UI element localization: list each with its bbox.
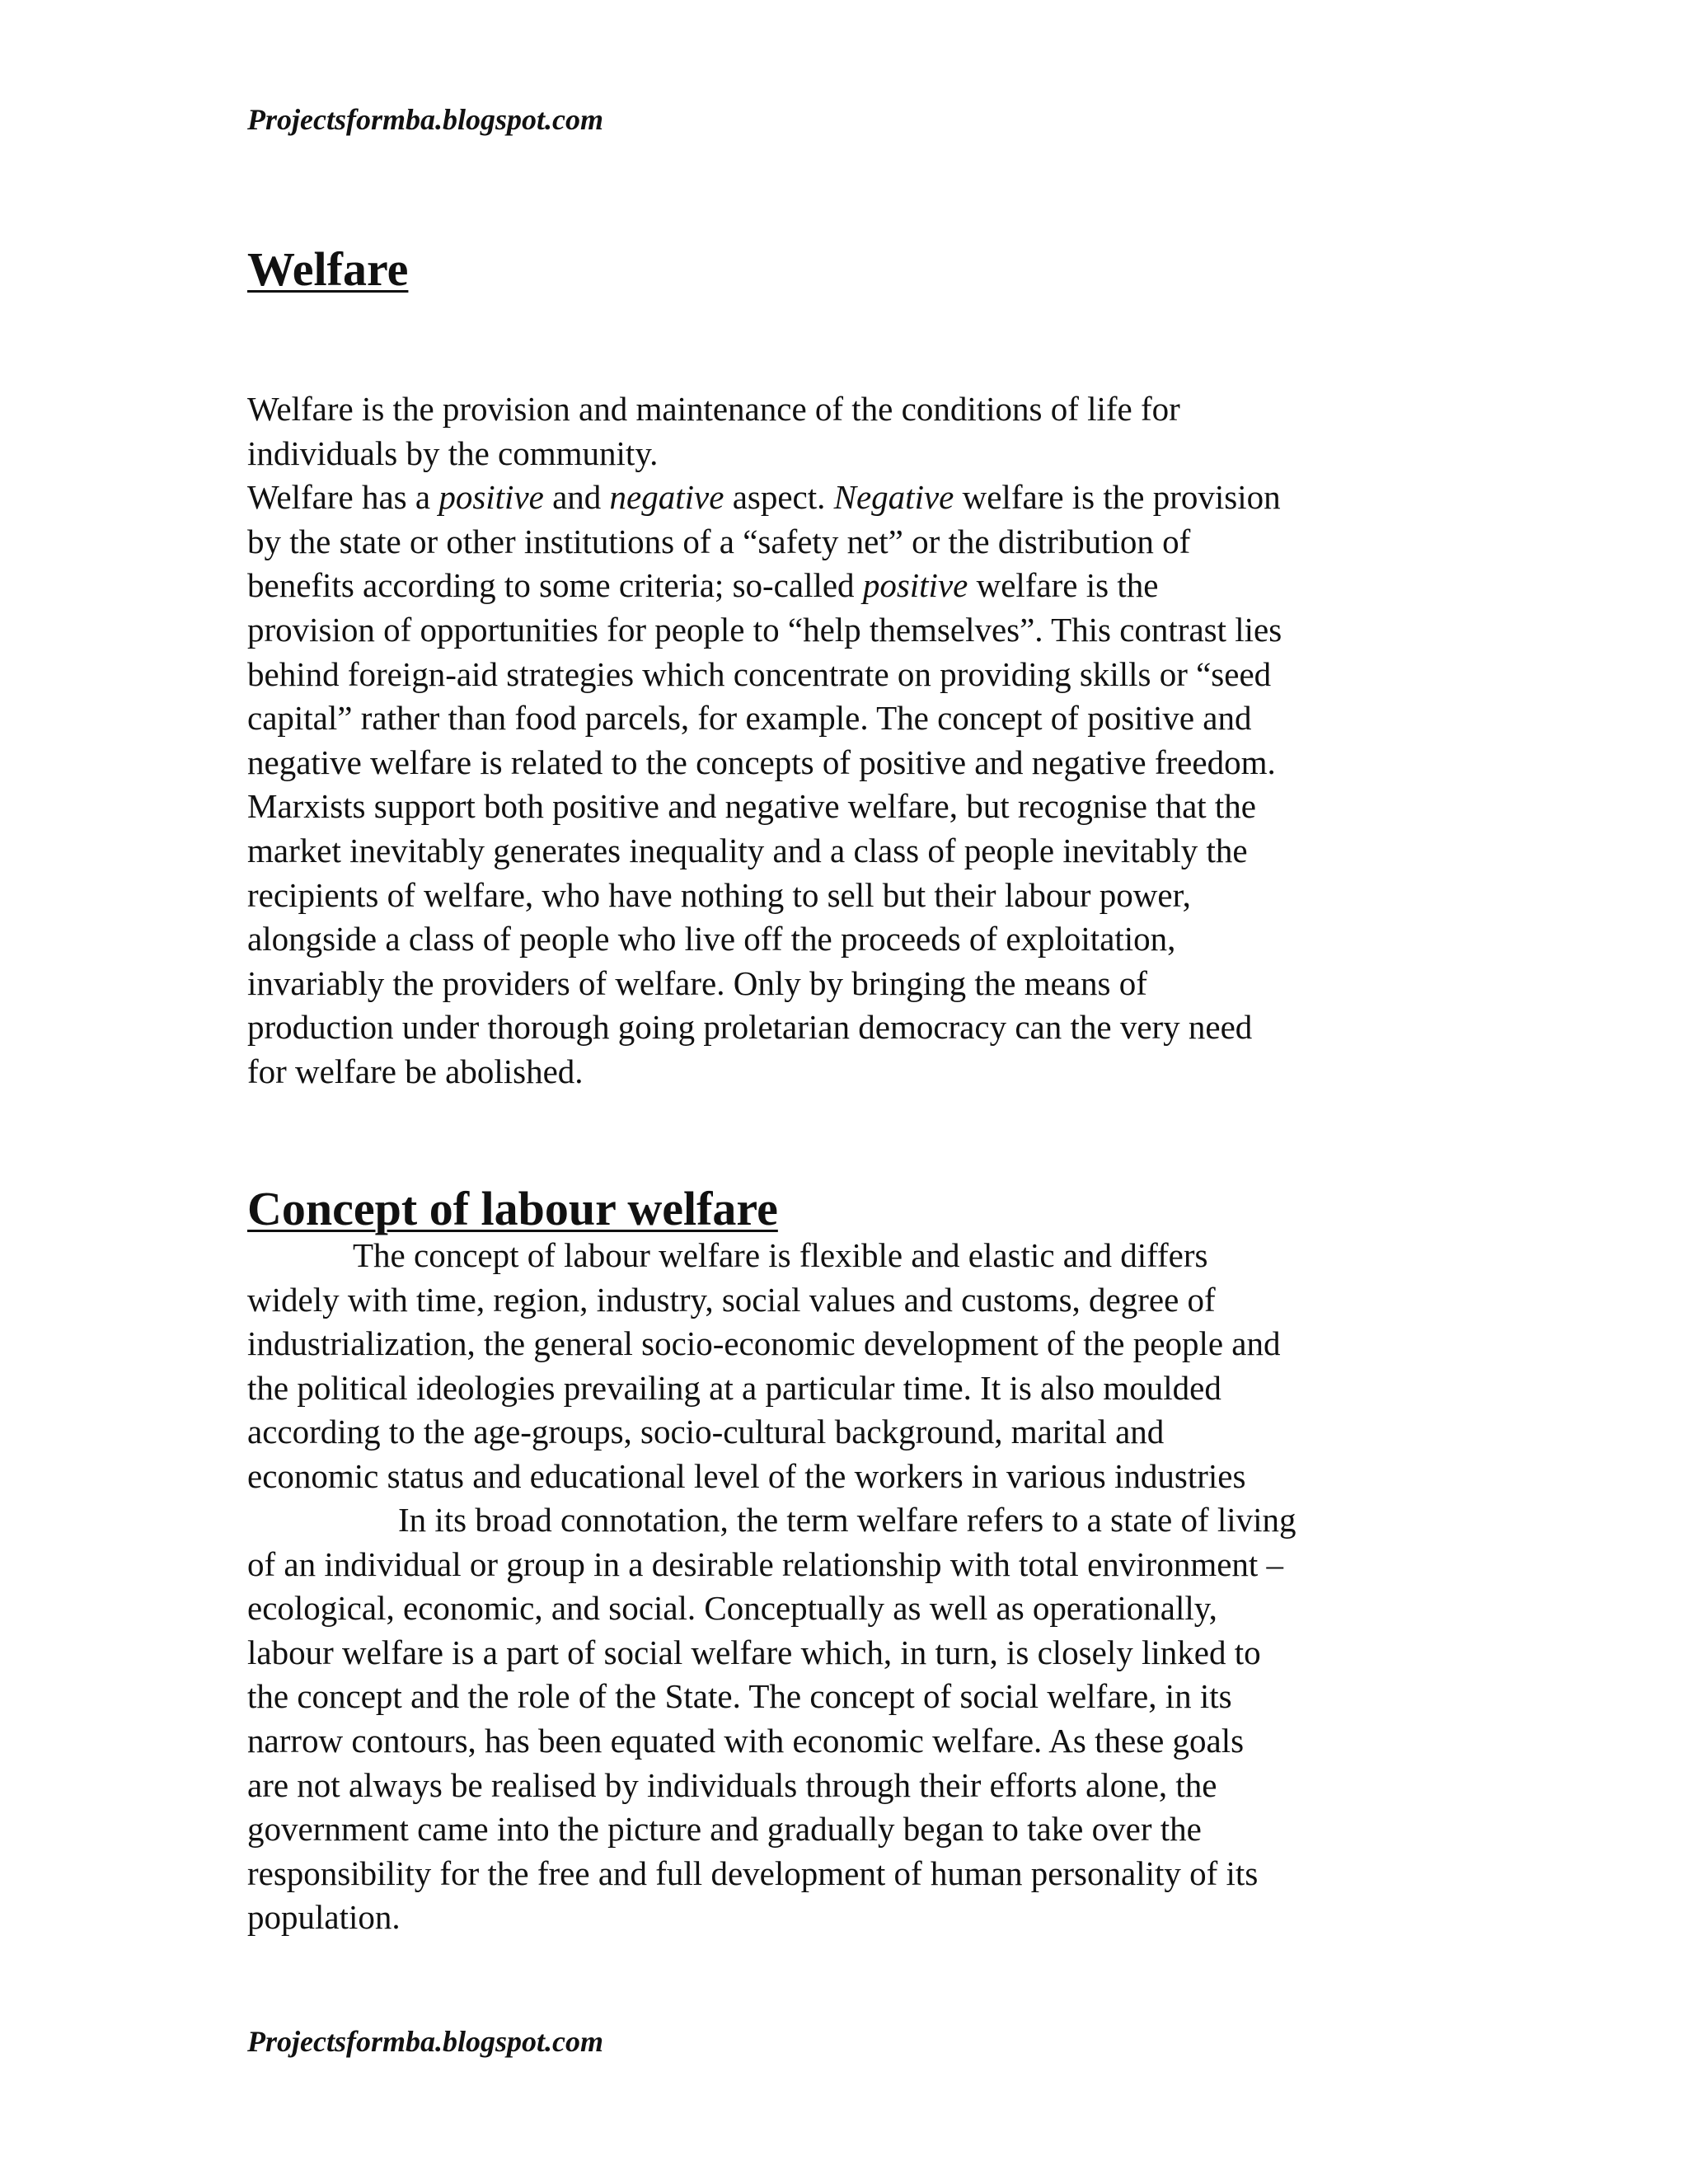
labour-welfare-paragraph-2 xyxy=(247,1498,1442,1940)
text-line: alongside a class of people who live off the proceeds of exploitation, xyxy=(247,920,1176,958)
text-line: Marxists support both positive and negative welfare, but recognise that the xyxy=(247,787,1256,826)
text-line: market inevitably generates inequality and a class of people inevitably the xyxy=(247,831,1248,869)
text-line: responsibility for the free and full development of human personality of its xyxy=(247,1854,1259,1892)
text-line: labour welfare is a part of social welfare which, in turn, is closely linked to xyxy=(247,1633,1261,1671)
labour-welfare-paragraph-1 xyxy=(247,1234,1442,1499)
italic-term: positive xyxy=(862,566,968,605)
text-line: Welfare has a positive and negative aspect. Negative welfare is the provision xyxy=(247,478,1281,517)
text-line: economic status and educational level of the workers in various industries xyxy=(247,1456,1246,1495)
text-line: benefits according to some criteria; so-called positive welfare is the xyxy=(247,566,1159,605)
section-title-welfare: Welfare xyxy=(247,242,409,296)
text-line: for welfare be abolished. xyxy=(247,1052,584,1090)
text-line: Welfare is the provision and maintenance of the conditions of life for xyxy=(247,390,1180,428)
italic-term: negative xyxy=(609,478,724,517)
text-line: behind foreign-aid strategies which concentrate on providing skills or “seed xyxy=(247,654,1272,693)
text-line: the political ideologies prevailing at a particular time. It is also moulded xyxy=(247,1368,1221,1407)
welfare-paragraph xyxy=(247,387,1442,1094)
text-line: population. xyxy=(247,1898,401,1937)
text-line: individuals by the community. xyxy=(247,434,659,472)
page-footer-source: Projectsformba.blogspot.com xyxy=(247,2025,603,2058)
text-line: narrow contours, has been equated with economic welfare. As these goals xyxy=(247,1721,1245,1760)
text-line: widely with time, region, industry, social values and customs, degree of xyxy=(247,1280,1216,1319)
text-line: industrialization, the general socio-economic development of the people and xyxy=(247,1324,1281,1363)
text-line: are not always be realised by individuals through their efforts alone, the xyxy=(247,1765,1217,1804)
italic-term: Negative xyxy=(833,478,954,517)
text-line: government came into the picture and gradually began to take over the xyxy=(247,1810,1202,1849)
text-line: recipients of welfare, who have nothing to sell but their labour power, xyxy=(247,875,1191,914)
text-line: the concept and the role of the State. The concept of social welfare, in its xyxy=(247,1677,1232,1716)
text-line: of an individual or group in a desirable relationship with total environment – xyxy=(247,1544,1284,1583)
page-header-source: Projectsformba.blogspot.com xyxy=(247,103,603,136)
text-line: provision of opportunities for people to “help themselves”. This contrast lies xyxy=(247,610,1282,649)
text-line: according to the age-groups, socio-cultural background, marital and xyxy=(247,1413,1165,1451)
text-line: production under thorough going proletarian democracy can the very need xyxy=(247,1008,1253,1047)
text-line: ecological, economic, and social. Conceptually as well as operationally, xyxy=(247,1589,1217,1628)
text-line: negative welfare is related to the concepts of positive and negative freedom. xyxy=(247,743,1276,781)
italic-term: positive xyxy=(438,478,544,517)
text-line: invariably the providers of welfare. Only by bringing the means of xyxy=(247,963,1147,1002)
text-line: by the state or other institutions of a “safety net” or the distribution of xyxy=(247,522,1191,560)
text-line: The concept of labour welfare is flexible and elastic and differs xyxy=(353,1236,1208,1274)
text-line: capital” rather than food parcels, for example. The concept of positive and xyxy=(247,699,1252,738)
text-line: In its broad connotation, the term welfare refers to a state of living xyxy=(398,1501,1296,1539)
section-title-labour-welfare: Concept of labour welfare xyxy=(247,1182,778,1235)
